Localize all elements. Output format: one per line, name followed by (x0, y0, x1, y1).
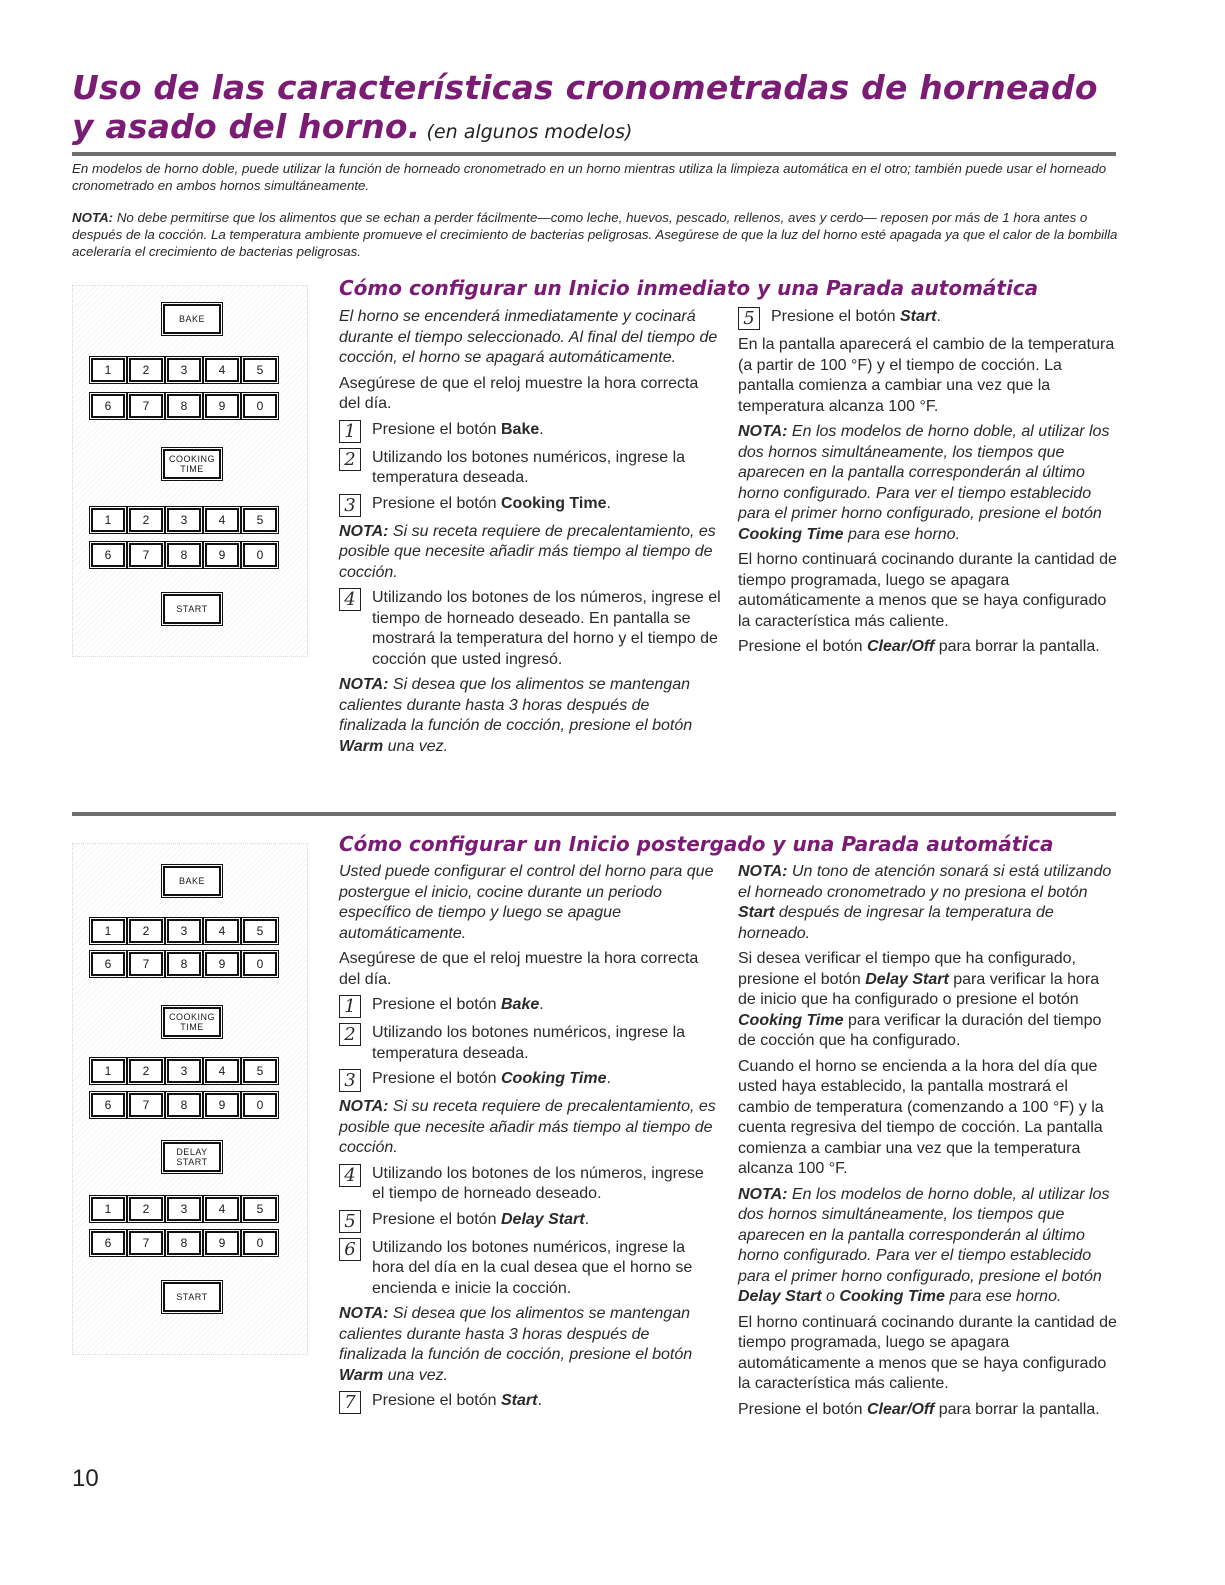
step-text-post: . (584, 1210, 590, 1228)
section2-step-7 (339, 1391, 719, 1414)
section2-column-b (738, 862, 1120, 1425)
title-note: (en algunos modelos) (426, 121, 633, 143)
key-9: 9 (205, 394, 239, 418)
step-number: 1 (339, 995, 361, 1018)
key-4: 4 (205, 358, 239, 382)
step-number: 6 (339, 1238, 361, 1261)
step-text (771, 307, 941, 330)
number-keys-row-5 (91, 1197, 281, 1221)
nota-label: NOTA: (339, 522, 389, 540)
delay-start-key: DELAY START (163, 1142, 221, 1172)
section1-intro: El horno se encenderá inmediatamente y cocinará durante el tiempo seleccionado. Al final del tiempo de cocción, el horno se apagará automáticamente. (339, 308, 718, 366)
key-6: 6 (91, 1231, 125, 1255)
nota-button-name: Warm (339, 1366, 384, 1384)
step-text-post: . (537, 1392, 542, 1409)
key-7: 7 (129, 1093, 163, 1117)
step-text (372, 1069, 611, 1092)
key-0: 0 (243, 952, 277, 976)
step-text-pre: Presione el botón (372, 996, 501, 1013)
key-9: 9 (205, 543, 239, 567)
section1-step-4 (339, 588, 721, 670)
page-number: 10 (72, 1465, 99, 1492)
step-number: 3 (339, 1069, 361, 1092)
step-text: Utilizando los botones numéricos, ingrese la hora del día en la cual desea que el horno se encienda e inicie la cocción. (372, 1238, 693, 1297)
number-keys-row-4 (91, 1093, 281, 1117)
step-text-pre: Presione el botón (372, 1392, 501, 1409)
key-9: 9 (205, 1093, 239, 1117)
nota-text: Si desea que los alimentos se mantengan calientes durante hasta 3 horas después de finalizada la función de cocción, presione el botón (339, 1305, 693, 1363)
section2-step-6 (339, 1238, 719, 1300)
nota-label: NOTA: (339, 1305, 389, 1322)
page-title-line2-text: y asado del horno. (72, 107, 421, 146)
key-4: 4 (205, 1059, 239, 1083)
step-text-post: . (606, 494, 611, 512)
step-text: Utilizando los botones numéricos, ingrese la temperatura deseada. (372, 1024, 686, 1062)
number-keys-row-1 (91, 919, 281, 943)
key-7: 7 (129, 1231, 163, 1255)
nota-label: NOTA: (738, 1185, 788, 1203)
step-number: 5 (738, 307, 760, 330)
key-5: 5 (243, 919, 277, 943)
nota-button-name: Start (738, 904, 775, 921)
step-text-post: . (936, 308, 941, 325)
section1-heading: Cómo configurar un Inicio inmediato y una Parada automática (339, 276, 1039, 300)
section1-nota-1 (339, 522, 721, 584)
section2-clear (738, 1400, 1120, 1421)
nota-text: Si su receta requiere de precalentamiento, es posible que necesite añadir más tiempo al tiempo de cocción. (339, 522, 716, 581)
key-3: 3 (167, 1197, 201, 1221)
section2-step-3 (339, 1069, 719, 1092)
key-3: 3 (167, 919, 201, 943)
key-6: 6 (91, 543, 125, 567)
step-text-pre: Presione el botón (771, 308, 900, 325)
section2-step-4 (339, 1164, 719, 1205)
clear-button-name: Clear/Off (866, 638, 935, 655)
key-0: 0 (243, 394, 277, 418)
page-title-line2 (72, 107, 632, 152)
section2-step-5 (339, 1210, 719, 1233)
key-3: 3 (167, 508, 201, 532)
key-5: 5 (243, 1197, 277, 1221)
clear-text-pre: Presione el botón (738, 638, 867, 655)
section2-nota-1 (339, 1097, 719, 1159)
intro-nota-text: No debe permitirse que los alimentos que se echan a perder fácilmente—como leche, huevos, pescado, rellenos, aves y cerdo— reposen por más de 1 hora antes o después de la cocción. La temperatura ambiente promueve el crecimiento de bacterias peligrosas. Asegúrese de que la luz del horno esté apagada ya que el calor de la bombilla aceleraría el crecimiento de bacterias peligrosas. (72, 210, 1118, 259)
step-number: 2 (339, 448, 361, 471)
section1-step-1 (339, 420, 721, 443)
section2-column-a (339, 862, 719, 1419)
nota-button-name: Warm (339, 737, 384, 755)
nota-text-post: para ese horno. (944, 1288, 1062, 1305)
section1-continue: El horno continuará cocinando durante la cantidad de tiempo programada, luego se apagara automáticamente a menos que se haya configurado la característica más caliente. (738, 551, 1117, 630)
nota-text-mid: o (821, 1288, 840, 1305)
key-5: 5 (243, 358, 277, 382)
key-4: 4 (205, 919, 239, 943)
section2-nota-2 (339, 1304, 719, 1386)
clear-text-pre: Presione el botón (738, 1400, 867, 1418)
clear-text-post: para borrar la pantalla. (934, 638, 1100, 655)
section2-clock: Asegúrese de que el reloj muestre la hora correcta del día. (339, 950, 699, 988)
clear-button-name: Clear/Off (866, 1400, 935, 1418)
section1-nota-2 (339, 675, 721, 757)
step-button-name: Cooking Time (500, 494, 607, 512)
section1-nota-3 (738, 422, 1118, 545)
key-1: 1 (91, 1197, 125, 1221)
key-3: 3 (167, 358, 201, 382)
section2-continue: El horno continuará cocinando durante la cantidad de tiempo programada, luego se apagara automáticamente a menos que se haya configurado la característica más caliente. (738, 1313, 1117, 1392)
section-rule (72, 812, 1116, 816)
nota-text: Un tono de atención sonará si está utilizando el horneado cronometrado y no presiona el botón (738, 863, 1112, 901)
step-text-pre: Presione el botón (372, 1070, 501, 1087)
key-8: 8 (167, 952, 201, 976)
key-2: 2 (129, 1197, 163, 1221)
section1-step-2 (339, 448, 721, 489)
step-button-name: Delay Start (500, 1210, 585, 1228)
section2-nota-3 (738, 862, 1120, 944)
cooking-time-key: COOKING TIME (163, 1007, 221, 1037)
nota-label: NOTA: (738, 423, 788, 440)
start-key: START (163, 1282, 221, 1312)
key-7: 7 (129, 543, 163, 567)
step-text: Utilizando los botones numéricos, ingrese la temperatura deseada. (372, 448, 686, 486)
section2-nota-4 (738, 1185, 1120, 1308)
number-keys-row-2 (91, 952, 281, 976)
key-8: 8 (167, 1231, 201, 1255)
number-keys-row-4 (91, 543, 281, 567)
step-button-name: Cooking Time (500, 1070, 607, 1087)
nota-text-post: una vez. (383, 1366, 449, 1384)
step-text-pre: Presione el botón (372, 420, 501, 438)
nota-text: Si desea que los alimentos se mantengan calientes durante hasta 3 horas después de finalizada la función de cocción, presione el botón (339, 676, 693, 734)
number-keys-row-6 (91, 1231, 281, 1255)
key-6: 6 (91, 952, 125, 976)
keypad-illustration-1 (72, 285, 308, 657)
step-number: 5 (339, 1210, 361, 1233)
key-0: 0 (243, 543, 277, 567)
key-8: 8 (167, 394, 201, 418)
start-key: START (163, 594, 221, 624)
nota-text: En los modelos de horno doble, al utilizar los dos hornos simultáneamente, los tiempos que aparecen en la pantalla corresponderán al último horno configurado. Para ver el tiempo establecido para el primer horno configurado, presione el botón (738, 423, 1110, 522)
section1-clock: Asegúrese de que el reloj muestre la hora correcta del día. (339, 374, 699, 412)
nota-text-post: después de ingresar la temperatura de horneado. (738, 904, 1054, 942)
step-text-post: . (606, 1070, 611, 1087)
intro-nota (72, 209, 1122, 260)
verify-button-name-1: Delay Start (865, 970, 949, 988)
key-6: 6 (91, 1093, 125, 1117)
nota-text-post: una vez. (383, 737, 449, 755)
step-text-pre: Presione el botón (372, 494, 501, 512)
title-rule (72, 152, 1116, 156)
key-1: 1 (91, 508, 125, 532)
key-5: 5 (243, 1059, 277, 1083)
step-text (372, 420, 544, 443)
section2-intro: Usted puede configurar el control del horno para que postergue el inicio, cocine durante un periodo específico de tiempo y luego se apague automáticamente. (339, 863, 714, 942)
step-text (372, 1391, 542, 1414)
section2-step-2 (339, 1023, 719, 1064)
verify-text-c: para verificar la duración del tiempo de cocción que ha configurado. (738, 1011, 1102, 1049)
number-keys-row-3 (91, 1059, 281, 1083)
step-button-name: Bake (500, 996, 540, 1013)
step-text (372, 494, 611, 517)
section2-heading: Cómo configurar un Inicio postergado y una Parada automática (339, 832, 1054, 856)
key-1: 1 (91, 919, 125, 943)
number-keys-row-2 (91, 394, 281, 418)
keypad-illustration-2 (72, 843, 308, 1355)
nota-button-name-1: Delay Start (738, 1288, 822, 1305)
intro-text: En modelos de horno doble, puede utilizar la función de horneado cronometrado en un horno mientras utiliza la limpieza automática en el otro; también puede usar el horneado cronometrado en ambos hornos simultáneamente. (72, 161, 1107, 193)
step-text-post: . (539, 420, 544, 438)
key-9: 9 (205, 1231, 239, 1255)
step-text-post: . (539, 996, 544, 1013)
key-3: 3 (167, 1059, 201, 1083)
key-8: 8 (167, 1093, 201, 1117)
nota-button-name: Cooking Time (738, 525, 844, 543)
step-button-name: Start (899, 308, 937, 325)
step-number: 3 (339, 494, 361, 517)
section2-verify (738, 949, 1120, 1052)
key-2: 2 (129, 1059, 163, 1083)
section2-step-1 (339, 995, 719, 1018)
nota-text: Si su receta requiere de precalentamiento, es posible que necesite añadir más tiempo al tiempo de cocción. (339, 1098, 716, 1156)
number-keys-row-1 (91, 358, 281, 382)
number-keys-row-3 (91, 508, 281, 532)
key-2: 2 (129, 358, 163, 382)
section1-step-5 (738, 307, 1118, 330)
step-text: Utilizando los botones de los números, ingrese el tiempo de horneado deseado. (372, 1164, 704, 1202)
verify-button-name-2: Cooking Time (738, 1011, 844, 1029)
section1-column-b (738, 307, 1118, 663)
nota-label: NOTA: (339, 676, 389, 693)
section1-display: En la pantalla aparecerá el cambio de la temperatura (a partir de 100 °F) y el tiempo de cocción. La pantalla comienza a cambiar una vez que la temperatura alcanza 100 °F. (738, 336, 1115, 415)
intro-nota-label: NOTA: (72, 210, 114, 225)
step-number: 4 (339, 1164, 361, 1187)
step-text (372, 995, 544, 1018)
bake-key: BAKE (163, 304, 221, 334)
key-2: 2 (129, 508, 163, 532)
nota-label: NOTA: (738, 863, 788, 880)
page-title-line1: Uso de las características cronometradas de horneado (72, 68, 1098, 107)
step-number: 1 (339, 420, 361, 443)
nota-text: En los modelos de horno doble, al utilizar los dos hornos simultáneamente, los tiempos que aparecen en la pantalla corresponderán al último horno configurado. Para ver el tiempo establecido para el primer horno configurado, presione el botón (738, 1185, 1110, 1285)
cooking-time-key: COOKING TIME (163, 449, 221, 479)
key-0: 0 (243, 1231, 277, 1255)
verify-text-b: para verificar la hora de inicio que ha configurado o presione el botón (738, 970, 1100, 1008)
nota-label: NOTA: (339, 1098, 389, 1115)
step-text-pre: Presione el botón (372, 1210, 501, 1228)
step-button-name: Start (500, 1392, 538, 1409)
step-text (372, 1210, 589, 1233)
clear-text-post: para borrar la pantalla. (934, 1400, 1100, 1418)
section1-step-3 (339, 494, 721, 517)
key-9: 9 (205, 952, 239, 976)
key-4: 4 (205, 1197, 239, 1221)
verify-text-a: Si desea verificar el tiempo que ha configurado, presione el botón (738, 950, 1076, 988)
key-2: 2 (129, 919, 163, 943)
key-1: 1 (91, 358, 125, 382)
step-number: 7 (339, 1391, 361, 1414)
key-0: 0 (243, 1093, 277, 1117)
section2-when-on: Cuando el horno se encienda a la hora del día que usted haya establecido, la pantalla mostrará el cambio de temperatura (comenzando a 100 °F) y la cuenta regresiva del tiempo de cocción. La pantalla comienza a cambiar una vez que la temperatura alcanza 100 °F. (738, 1057, 1104, 1177)
key-7: 7 (129, 952, 163, 976)
bake-key: BAKE (163, 866, 221, 896)
key-6: 6 (91, 394, 125, 418)
section1-clear (738, 637, 1118, 658)
key-8: 8 (167, 543, 201, 567)
step-text: Utilizando los botones de los números, ingrese el tiempo de horneado deseado. En pantalla se mostrará la temperatura del horno y el tiempo de cocción que usted ingresó. (372, 589, 721, 668)
key-7: 7 (129, 394, 163, 418)
section1-column-a (339, 307, 721, 762)
step-button-name: Bake (500, 420, 540, 438)
key-5: 5 (243, 508, 277, 532)
step-number: 4 (339, 588, 361, 611)
nota-text-post: para ese horno. (843, 525, 961, 543)
key-4: 4 (205, 508, 239, 532)
nota-button-name-2: Cooking Time (839, 1288, 945, 1305)
key-1: 1 (91, 1059, 125, 1083)
step-number: 2 (339, 1023, 361, 1046)
